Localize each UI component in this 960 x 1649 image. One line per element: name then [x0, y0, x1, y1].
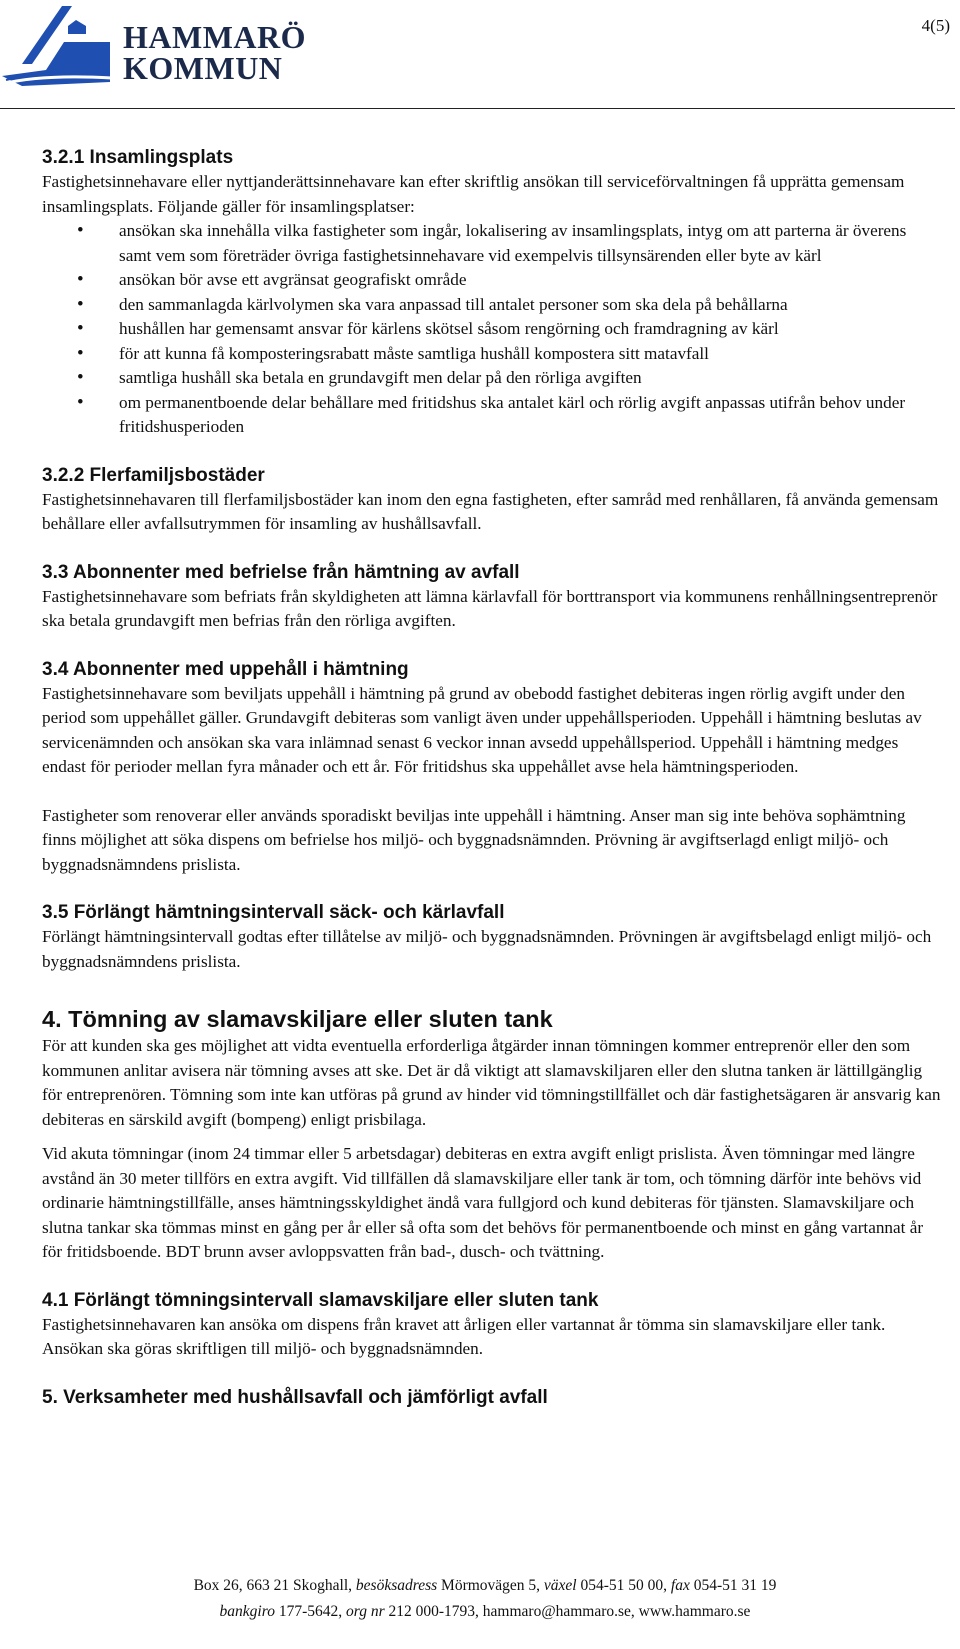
heading-4: 4. Tömning av slamavskiljare eller sluten tank	[42, 1006, 553, 1032]
list-item: • den sammanlagda kärlvolymen ska vara anpassad till antalet personer som ska dela på behållarna	[42, 293, 942, 318]
paragraph-4-1: Fastighetsinnehavaren kan ansöka om dispens från kravet att årligen eller vartannat år tömma sin slamavskiljare eller tank. Ansökan ska göras skriftligen till miljö- och byggnadsnämnden.	[42, 1314, 886, 1358]
paragraph-3-4-a: Fastighetsinnehavare som beviljats uppehåll i hämtning på grund av obebodd fastighet debiteras ingen rörlig avgift under den period som uppehållet gäller. Grundavgift debiteras som vanligt även under uppehållsperioden. Uppehåll i hämtning beslutas av servicenämnden och ansökan ska vara inlämnad senast 6 veckor innan avsedd uppehållsperiod. Uppehåll i hämtning medges endast för perioder mellan fyra månader och ett år. För fritidshus ska uppehållet avse hela hämtningsperioden.	[42, 683, 922, 776]
page-header	[0, 0, 960, 112]
header-divider	[0, 108, 955, 109]
logo-mark-icon	[2, 4, 122, 90]
heading-3-4: 3.4 Abonnenter med uppehåll i hämtning	[42, 658, 409, 680]
paragraph-3-2-1-intro: Fastighetsinnehavare eller nyttjanderättsinnehavare kan efter skriftlig ansökan till serviceförvaltningen få upprätta gemensam insamlingsplats. Följande gäller för insamlingsplatser:	[42, 172, 905, 216]
paragraph-3-3: Fastighetsinnehavare som befriats från skyldigheten att lämna kärlavfall för borttransport via kommunens renhållningsentreprenör ska betala grundavgift men befrias från den rörliga avgiften.	[42, 586, 938, 630]
paragraph-4-b: Vid akuta tömningar (inom 24 timmar eller 5 arbetsdagar) debiteras en extra avgift enligt prislista. Även tömningar med längre avstånd än 30 meter tillförs en extra avgift. Vid tillfällen då slamavskiljare eller tank är tom, och tömning därför inte behövs vid ordinarie hämtningstillfälle, anses hämtningsskyldighet ändå vara fullgjord och kund debiteras för tjänsten. Slamavskiljare och slutna tankar ska tömmas minst en gång per år eller så ofta som det behövs för permanentboende och minst en gång vartannat år för fritidsboende. BDT brunn avser avloppsvatten från bad-, dusch- och tvättning.	[42, 1144, 924, 1261]
footer-fax-label: fax	[670, 1577, 690, 1594]
heading-3-2-2: 3.2.2 Flerfamiljsbostäder	[42, 464, 265, 486]
footer-bankgiro-value: 177-5642,	[278, 1603, 343, 1620]
footer-line-1	[0, 1573, 960, 1599]
paragraph-3-2-2: Fastighetsinnehavaren till flerfamiljsbostäder kan inom den egna fastigheten, efter samråd med renhållaren, få använda gemensam behållare eller avfallsutrymmen för insamling av hushållsavfall.	[42, 489, 939, 533]
footer-visit-label: besöksadress	[355, 1577, 438, 1594]
footer-fax-value: 054-51 31 19	[693, 1577, 777, 1594]
footer-switch-label: växel	[543, 1577, 577, 1594]
heading-3-3: 3.3 Abonnenter med befrielse från hämtning av avfall	[42, 561, 520, 583]
footer-orgnr-value: 212 000-1793, hammaro@hammaro.se, www.hammaro.se	[388, 1603, 751, 1620]
list-item: • ansökan ska innehålla vilka fastigheter som ingår, lokalisering av insamlingsplats, intyg om att parterna är överens samt vem som företräder övriga fastighetsinnehavare vid exempelvis tillsynsärenden eller byte av kärl	[42, 219, 942, 268]
logo-line-2: KOMMUN	[123, 50, 283, 86]
paragraph-4-a: För att kunden ska ges möjlighet att vidta eventuella erforderliga åtgärder innan tömningen kommer entreprenör eller den som kommunen anlitar avisera när tömning avses att ske. Det är då viktigt att slamavskiljaren eller den slutna tanken är lättillgänglig för entreprenören. Tömning som inte kan utföras på grund av hinder vid tömningstillfället och där fastighetsägaren är ansvarig kan debiteras en särskild avgift (bompeng) enligt prisbilaga.	[42, 1036, 941, 1129]
list-item: • ansökan bör avse ett avgränsat geografiskt område	[42, 268, 942, 293]
heading-3-2-1: 3.2.1 Insamlingsplats	[42, 147, 234, 168]
heading-5: 5. Verksamheter med hushållsavfall och jämförligt avfall	[42, 1386, 548, 1408]
list-item: • samtliga hushåll ska betala en grundavgift men delar på den rörliga avgiften	[42, 366, 942, 391]
heading-4-1: 4.1 Förlängt tömningsintervall slamavskiljare eller sluten tank	[42, 1289, 599, 1311]
paragraph-3-5: Förlängt hämtningsintervall godtas efter tillåtelse av miljö- och byggnadsnämnden. Prövningen är avgiftsbelagd enligt miljö- och byggnadsnämndens prislista.	[42, 927, 932, 971]
heading-3-5: 3.5 Förlängt hämtningsintervall säck- och kärlavfall	[42, 902, 505, 923]
paragraph-3-4-b: Fastigheter som renoverar eller används sporadiskt beviljas inte uppehåll i hämtning. Anser man sig inte behöva sophämtning finns möjlighet att söka dispens om befrielse hos miljö- och byggnadsnämnden. Prövning är avgiftserlagd enligt miljö- och byggnadsnämndens prislista.	[42, 805, 906, 874]
list-item: • hushållen har gemensamt ansvar för kärlens skötsel såsom rengörning och framdragning av kärl	[42, 317, 942, 342]
footer-orgnr-label: org nr	[346, 1603, 385, 1620]
insamlingsplats-list	[42, 219, 942, 440]
logo-line-1: HAMMARÖ	[123, 19, 307, 55]
footer-bankgiro-label: bankgiro	[219, 1603, 275, 1620]
page-footer	[0, 1573, 960, 1625]
list-item: • om permanentboende delar behållare med fritidshus ska antalet kärl och rörlig avgift anpassas utifrån behov under fritidshusperioden	[42, 391, 942, 440]
footer-visit-value: Mörmovägen 5,	[441, 1577, 541, 1594]
document-body	[42, 146, 942, 1410]
list-item: • för att kunna få komposteringsrabatt måste samtliga hushåll kompostera sitt matavfall	[42, 342, 942, 367]
logo-wordmark	[123, 19, 307, 86]
page-number: 4(5)	[921, 16, 950, 35]
footer-address: Box 26, 663 21 Skoghall,	[193, 1577, 353, 1594]
footer-line-2	[0, 1599, 960, 1625]
footer-switch-value: 054-51 50 00,	[580, 1577, 668, 1594]
hammaro-kommun-logo	[2, 4, 307, 90]
